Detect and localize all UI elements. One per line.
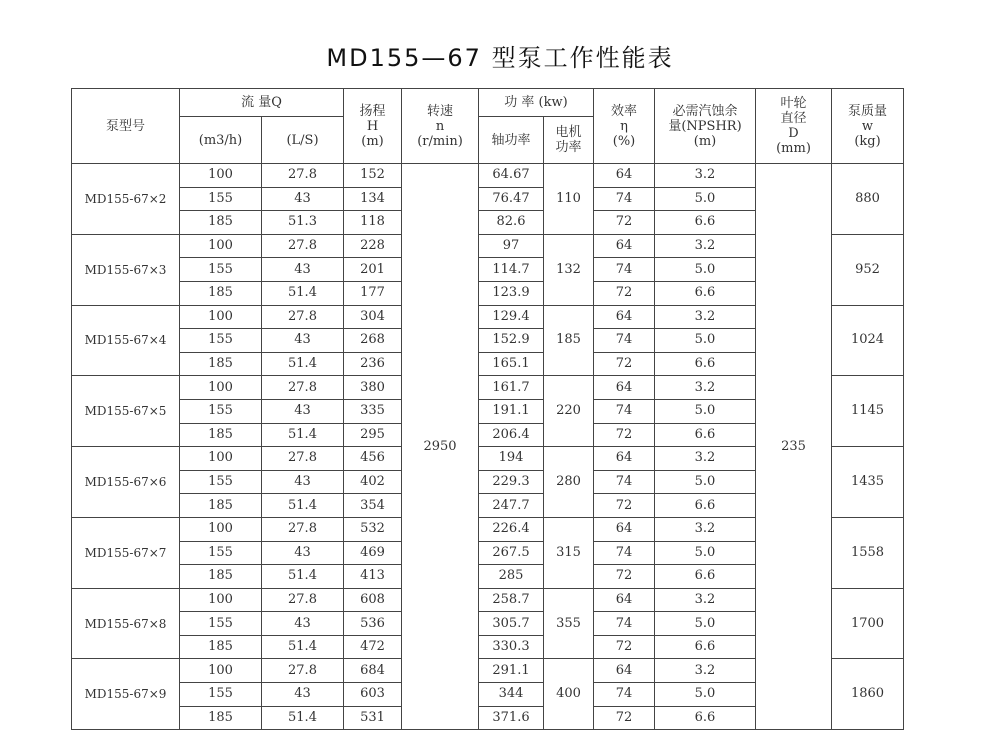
- flow-ls-cell: 43: [262, 399, 344, 423]
- efficiency-cell: 72: [594, 565, 655, 589]
- shaft-power-cell: 191.1: [479, 399, 544, 423]
- head-cell: 177: [344, 281, 402, 305]
- efficiency-cell: 72: [594, 706, 655, 730]
- flow-m3h-cell: 155: [180, 470, 262, 494]
- pump-mass-cell: 952: [832, 234, 904, 305]
- motor-power-cell: 110: [544, 164, 594, 235]
- npshr-cell: 5.0: [655, 683, 756, 707]
- npshr-cell: 6.6: [655, 423, 756, 447]
- flow-m3h-cell: 155: [180, 258, 262, 282]
- header-flow: 流 量Q: [180, 89, 344, 117]
- flow-ls-cell: 43: [262, 541, 344, 565]
- flow-ls-cell: 27.8: [262, 234, 344, 258]
- motor-power-cell: 355: [544, 588, 594, 659]
- header-flow-m3h: (m3/h): [180, 117, 262, 164]
- efficiency-cell: 72: [594, 352, 655, 376]
- shaft-power-cell: 152.9: [479, 329, 544, 353]
- head-cell: 469: [344, 541, 402, 565]
- flow-ls-cell: 51.4: [262, 494, 344, 518]
- motor-power-cell: 315: [544, 517, 594, 588]
- shaft-power-cell: 267.5: [479, 541, 544, 565]
- head-cell: 236: [344, 352, 402, 376]
- efficiency-cell: 72: [594, 423, 655, 447]
- flow-ls-cell: 27.8: [262, 305, 344, 329]
- pump-model-cell: MD155-67×3: [72, 234, 180, 305]
- pump-model-cell: MD155-67×2: [72, 164, 180, 235]
- flow-m3h-cell: 185: [180, 494, 262, 518]
- flow-m3h-cell: 155: [180, 187, 262, 211]
- head-cell: 134: [344, 187, 402, 211]
- flow-ls-cell: 27.8: [262, 517, 344, 541]
- head-cell: 684: [344, 659, 402, 683]
- pump-mass-cell: 880: [832, 164, 904, 235]
- flow-m3h-cell: 100: [180, 659, 262, 683]
- head-cell: 531: [344, 706, 402, 730]
- flow-ls-cell: 43: [262, 470, 344, 494]
- npshr-cell: 3.2: [655, 588, 756, 612]
- flow-m3h-cell: 185: [180, 281, 262, 305]
- motor-power-cell: 400: [544, 659, 594, 730]
- flow-m3h-cell: 185: [180, 211, 262, 235]
- flow-m3h-cell: 100: [180, 234, 262, 258]
- pump-mass-cell: 1860: [832, 659, 904, 730]
- shaft-power-cell: 206.4: [479, 423, 544, 447]
- performance-table: [71, 88, 904, 730]
- npshr-cell: 6.6: [655, 635, 756, 659]
- npshr-cell: 3.2: [655, 234, 756, 258]
- efficiency-cell: 74: [594, 683, 655, 707]
- head-cell: 228: [344, 234, 402, 258]
- shaft-power-cell: 165.1: [479, 352, 544, 376]
- page-title: MD155—67 型泵工作性能表: [326, 44, 674, 72]
- pump-model-cell: MD155-67×6: [72, 447, 180, 518]
- efficiency-cell: 64: [594, 517, 655, 541]
- efficiency-cell: 74: [594, 399, 655, 423]
- shaft-power-cell: 194: [479, 447, 544, 471]
- flow-m3h-cell: 155: [180, 541, 262, 565]
- shaft-power-cell: 291.1: [479, 659, 544, 683]
- npshr-cell: 5.0: [655, 329, 756, 353]
- shaft-power-cell: 258.7: [479, 588, 544, 612]
- shaft-power-cell: 226.4: [479, 517, 544, 541]
- head-cell: 532: [344, 517, 402, 541]
- table-body: [72, 164, 904, 730]
- flow-ls-cell: 43: [262, 612, 344, 636]
- flow-ls-cell: 51.4: [262, 706, 344, 730]
- head-cell: 118: [344, 211, 402, 235]
- head-cell: 304: [344, 305, 402, 329]
- flow-m3h-cell: 100: [180, 164, 262, 188]
- npshr-cell: 6.6: [655, 281, 756, 305]
- flow-m3h-cell: 155: [180, 399, 262, 423]
- shaft-power-cell: 64.67: [479, 164, 544, 188]
- flow-ls-cell: 27.8: [262, 376, 344, 400]
- head-cell: 152: [344, 164, 402, 188]
- flow-ls-cell: 51.3: [262, 211, 344, 235]
- head-cell: 472: [344, 635, 402, 659]
- head-cell: 536: [344, 612, 402, 636]
- impeller-diameter-cell: 235: [756, 164, 832, 730]
- flow-ls-cell: 27.8: [262, 164, 344, 188]
- pump-model-cell: MD155-67×4: [72, 305, 180, 376]
- flow-ls-cell: 51.4: [262, 281, 344, 305]
- efficiency-cell: 72: [594, 211, 655, 235]
- efficiency-cell: 64: [594, 447, 655, 471]
- head-cell: 380: [344, 376, 402, 400]
- flow-m3h-cell: 185: [180, 423, 262, 447]
- pump-mass-cell: 1700: [832, 588, 904, 659]
- head-cell: 335: [344, 399, 402, 423]
- shaft-power-cell: 247.7: [479, 494, 544, 518]
- npshr-cell: 3.2: [655, 164, 756, 188]
- npshr-cell: 5.0: [655, 612, 756, 636]
- pump-model-cell: MD155-67×7: [72, 517, 180, 588]
- efficiency-cell: 74: [594, 258, 655, 282]
- header-shaft-power: 轴功率: [479, 117, 544, 164]
- npshr-cell: 6.6: [655, 494, 756, 518]
- head-cell: 413: [344, 565, 402, 589]
- efficiency-cell: 64: [594, 376, 655, 400]
- shaft-power-cell: 161.7: [479, 376, 544, 400]
- efficiency-cell: 74: [594, 541, 655, 565]
- flow-ls-cell: 27.8: [262, 588, 344, 612]
- header-npshr: 必需汽蚀余 量(NPSHR) (m): [655, 89, 756, 164]
- flow-ls-cell: 51.4: [262, 423, 344, 447]
- pump-mass-cell: 1145: [832, 376, 904, 447]
- efficiency-cell: 64: [594, 588, 655, 612]
- npshr-cell: 6.6: [655, 211, 756, 235]
- head-cell: 354: [344, 494, 402, 518]
- npshr-cell: 3.2: [655, 517, 756, 541]
- motor-power-cell: 280: [544, 447, 594, 518]
- npshr-cell: 6.6: [655, 706, 756, 730]
- pump-mass-cell: 1435: [832, 447, 904, 518]
- flow-m3h-cell: 155: [180, 683, 262, 707]
- efficiency-cell: 64: [594, 659, 655, 683]
- header-efficiency: 效率 η (%): [594, 89, 655, 164]
- shaft-power-cell: 371.6: [479, 706, 544, 730]
- flow-ls-cell: 43: [262, 187, 344, 211]
- flow-ls-cell: 27.8: [262, 447, 344, 471]
- head-cell: 268: [344, 329, 402, 353]
- shaft-power-cell: 330.3: [479, 635, 544, 659]
- efficiency-cell: 72: [594, 494, 655, 518]
- flow-m3h-cell: 100: [180, 376, 262, 400]
- table-row: [72, 164, 904, 188]
- shaft-power-cell: 129.4: [479, 305, 544, 329]
- flow-ls-cell: 27.8: [262, 659, 344, 683]
- efficiency-cell: 64: [594, 234, 655, 258]
- shaft-power-cell: 229.3: [479, 470, 544, 494]
- shaft-power-cell: 285: [479, 565, 544, 589]
- shaft-power-cell: 123.9: [479, 281, 544, 305]
- flow-m3h-cell: 185: [180, 565, 262, 589]
- flow-m3h-cell: 100: [180, 305, 262, 329]
- npshr-cell: 3.2: [655, 376, 756, 400]
- flow-ls-cell: 43: [262, 329, 344, 353]
- flow-m3h-cell: 100: [180, 517, 262, 541]
- header-flow-ls: (L/S): [262, 117, 344, 164]
- flow-m3h-cell: 185: [180, 706, 262, 730]
- shaft-power-cell: 114.7: [479, 258, 544, 282]
- npshr-cell: 5.0: [655, 258, 756, 282]
- header-motor-power: 电机 功率: [544, 117, 594, 164]
- motor-power-cell: 185: [544, 305, 594, 376]
- head-cell: 608: [344, 588, 402, 612]
- efficiency-cell: 74: [594, 612, 655, 636]
- header-speed: 转速 n (r/min): [402, 89, 479, 164]
- header-impeller-diameter: 叶轮 直径 D (mm): [756, 89, 832, 164]
- npshr-cell: 5.0: [655, 187, 756, 211]
- flow-ls-cell: 43: [262, 258, 344, 282]
- flow-m3h-cell: 155: [180, 329, 262, 353]
- shaft-power-cell: 76.47: [479, 187, 544, 211]
- head-cell: 201: [344, 258, 402, 282]
- npshr-cell: 5.0: [655, 470, 756, 494]
- header-pump-mass: 泵质量 w (kg): [832, 89, 904, 164]
- pump-model-cell: MD155-67×5: [72, 376, 180, 447]
- efficiency-cell: 74: [594, 470, 655, 494]
- pump-model-cell: MD155-67×9: [72, 659, 180, 730]
- motor-power-cell: 220: [544, 376, 594, 447]
- flow-ls-cell: 51.4: [262, 565, 344, 589]
- header-model: 泵型号: [72, 89, 180, 164]
- flow-m3h-cell: 100: [180, 588, 262, 612]
- head-cell: 603: [344, 683, 402, 707]
- header-power: 功 率 (kw): [479, 89, 594, 117]
- npshr-cell: 5.0: [655, 399, 756, 423]
- head-cell: 402: [344, 470, 402, 494]
- efficiency-cell: 74: [594, 187, 655, 211]
- motor-power-cell: 132: [544, 234, 594, 305]
- flow-ls-cell: 51.4: [262, 635, 344, 659]
- npshr-cell: 6.6: [655, 352, 756, 376]
- flow-m3h-cell: 100: [180, 447, 262, 471]
- pump-mass-cell: 1558: [832, 517, 904, 588]
- efficiency-cell: 64: [594, 305, 655, 329]
- shaft-power-cell: 344: [479, 683, 544, 707]
- npshr-cell: 6.6: [655, 565, 756, 589]
- flow-m3h-cell: 155: [180, 612, 262, 636]
- shaft-power-cell: 82.6: [479, 211, 544, 235]
- npshr-cell: 3.2: [655, 659, 756, 683]
- efficiency-cell: 74: [594, 329, 655, 353]
- pump-mass-cell: 1024: [832, 305, 904, 376]
- header-head: 扬程 H (m): [344, 89, 402, 164]
- flow-m3h-cell: 185: [180, 635, 262, 659]
- npshr-cell: 5.0: [655, 541, 756, 565]
- pump-model-cell: MD155-67×8: [72, 588, 180, 659]
- efficiency-cell: 72: [594, 281, 655, 305]
- npshr-cell: 3.2: [655, 447, 756, 471]
- flow-m3h-cell: 185: [180, 352, 262, 376]
- flow-ls-cell: 51.4: [262, 352, 344, 376]
- flow-ls-cell: 43: [262, 683, 344, 707]
- head-cell: 295: [344, 423, 402, 447]
- head-cell: 456: [344, 447, 402, 471]
- efficiency-cell: 72: [594, 635, 655, 659]
- efficiency-cell: 64: [594, 164, 655, 188]
- shaft-power-cell: 97: [479, 234, 544, 258]
- npshr-cell: 3.2: [655, 305, 756, 329]
- shaft-power-cell: 305.7: [479, 612, 544, 636]
- speed-cell: 2950: [402, 164, 479, 730]
